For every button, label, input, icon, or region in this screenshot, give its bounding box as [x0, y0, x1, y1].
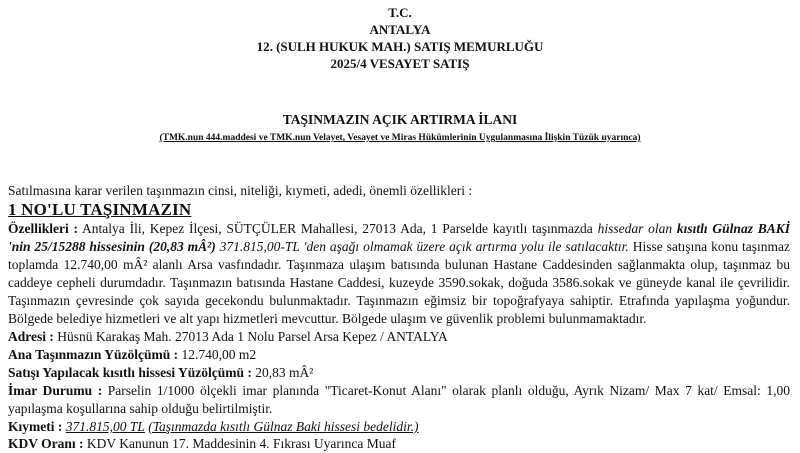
zoning-value: Parselin 1/1000 ölçekli imar planında "Ticaret-Konut Alanı" olarak planlı olduğu, Ayrık Nizam/ Max 7 kat/ Emsal: 1,00 yapılaşma koşullarına sahip olduğu belirtilmiştir.	[8, 383, 790, 416]
value-amount: 371.815,00 TL	[65, 419, 145, 434]
share-area-value: 20,83 mÂ²	[251, 365, 314, 380]
header-case-number: 2025/4 VESAYET SATIŞ	[330, 56, 470, 71]
share-area-label: Satışı Yapılacak kısıtlı hissesi Yüzölçümü :	[8, 365, 252, 380]
features-bold-italic: kısıtlı Gülnaz BAKİ 'nin 25/15288 hissesinin (20,83 mÂ²)	[8, 221, 790, 254]
announcement-title: TAŞINMAZIN AÇIK ARTIRMA İLANI	[282, 112, 518, 127]
announcement-subtitle: (TMK.nun 444.maddesi ve TMK.nun Velayet, Vesayet ve Miras Hükümlerinin Uygulanmasına İlişkin Tüzük uyarınca)	[159, 133, 641, 143]
features-text-2: Hisse satışına konu taşınmaz toplamda 12.740,00 mÂ² alanlı Arsa vasfındadır. Taşınmaza ulaşım batısında bulunan Hastane Caddesinden sağlanmakta olup, taşınmaz bu caddeye cepheli durumdadır. Taşınmazın batısında Hastane Caddesi, kuzeyde 3590.sokak, doğuda 3586.sokak ve güneyde kanal ile çevrilidir. Taşınmazın çevresinde çok sayıda gecekondu bulunmaktadır. Taşınmazın eğimsiz bir topoğrafyaya sahiptir. Etrafında yapılaşma yoğundur. Bölgede belediye hizmetleri ve alt yapı hizmetleri mevcuttur. Bölgede ulaşım ve güvenlik problemi bulunmamaktadır.	[8, 239, 790, 326]
address-label: Adresi :	[8, 329, 54, 344]
zoning-label: İmar Durumu :	[8, 383, 103, 398]
vat-label: KDV Oranı :	[8, 436, 84, 451]
features-italic-1: hissedar olan	[597, 221, 677, 236]
share-area-row	[8, 364, 790, 382]
vat-value: KDV Kanunun 17. Maddesinin 4. Fıkrası Uyarınca Muaf	[83, 436, 396, 451]
address-row	[8, 328, 790, 346]
header-city: ANTALYA	[369, 22, 431, 37]
value-note: (Taşınmazda kısıtlı Gülnaz Baki hissesi bedelidir.)	[148, 419, 419, 434]
area-row	[8, 346, 790, 364]
vat-row	[8, 435, 790, 453]
area-value: 12.740,00 m2	[178, 347, 257, 362]
property-features	[8, 220, 790, 328]
features-label: Özellikleri :	[8, 221, 79, 236]
header-tc: T.C.	[388, 5, 412, 20]
value-label: Kıymeti :	[8, 419, 63, 434]
features-text-1: Antalya İli, Kepez İlçesi, SÜTÇÜLER Mahallesi, 27013 Ada, 1 Parselde kayıtlı taşınmazda	[78, 221, 598, 236]
zoning-row	[8, 382, 790, 418]
features-italic-2: 371.815,00-TL 'den aşağı olmamak üzere açık artırma yolu ile satılacaktır.	[215, 239, 629, 254]
address-value: Hüsnü Karakaş Mah. 27013 Ada 1 Nolu Parsel Arsa Kepez / ANTALYA	[53, 329, 448, 344]
intro-text: Satılmasına karar verilen taşınmazın cinsi, niteliği, kıymeti, adedi, önemli özellikleri :	[8, 183, 473, 198]
header-office: 12. (SULH HUKUK MAH.) SATIŞ MEMURLUĞU	[256, 39, 544, 54]
value-row	[8, 418, 790, 436]
property-heading: 1 NO'LU TAŞINMAZIN	[8, 200, 192, 219]
area-label: Ana Taşınmazın Yüzölçümü :	[8, 347, 179, 362]
